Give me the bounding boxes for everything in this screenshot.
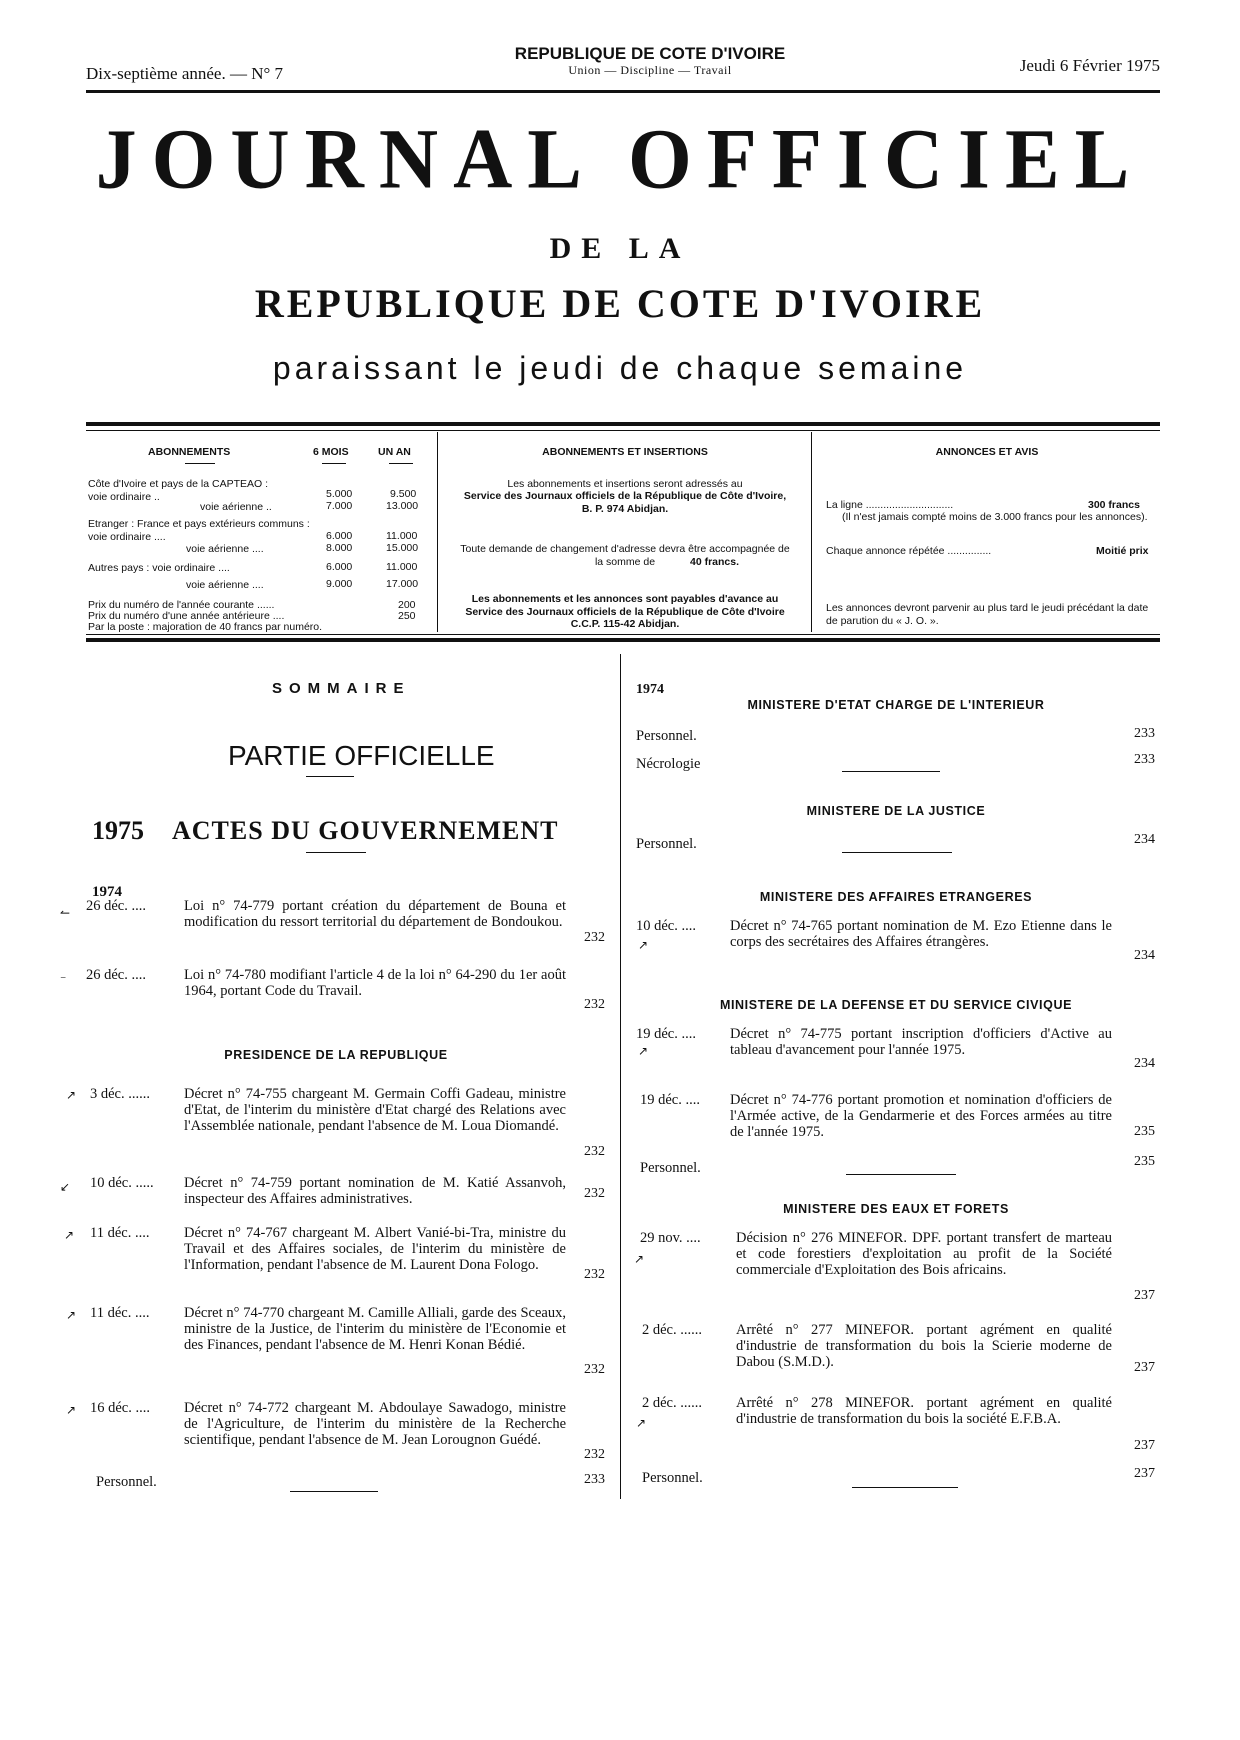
entry-text: Arrêté n° 278 MINEFOR. portant agrément en qualité d'industrie de transformation du bois la société E.F.B.A. — [736, 1395, 1112, 1427]
republic-subtitle: REPUBLIQUE DE COTE D'IVOIRE — [254, 281, 986, 326]
entry-date: 26 déc. .... — [86, 898, 146, 914]
box-divider-1 — [437, 432, 438, 632]
necrologie-label: Nécrologie — [636, 756, 701, 772]
annonces-heading: ANNONCES ET AVIS — [935, 446, 1039, 458]
entry-page: 232 — [584, 997, 605, 1012]
insertions-address: Service des Journaux officiels de la République de Côte d'Ivoire, B. P. 974 Abidjan. — [463, 490, 787, 515]
entry-text: Loi n° 74-779 portant création du département de Bouna et modification du ressort territorial du département de Bondoukou. — [184, 898, 566, 930]
box-top-rule — [86, 422, 1160, 426]
personnel-label: Personnel. — [636, 836, 697, 852]
entry-date: 2 déc. ...... — [642, 1395, 702, 1411]
insertions-heading: ABONNEMENTS ET INSERTIONS — [542, 446, 708, 458]
check-mark: ↗ — [638, 1044, 649, 1058]
subs-row-an: 15.000 — [386, 542, 419, 554]
check-mark: ↙ — [60, 1180, 71, 1194]
check-mark: ↗ — [636, 1416, 647, 1430]
min-justice-heading: MINISTERE DE LA JUSTICE — [806, 804, 986, 818]
actes-heading: ACTES DU GOUVERNEMENT — [172, 816, 559, 845]
check-mark: ↼ — [60, 906, 71, 920]
journal-title: JOURNAL OFFICIEL — [95, 110, 1145, 207]
subs-row-an: 11.000 — [386, 561, 418, 573]
entry-text: Décret n° 74-772 chargeant M. Abdoulaye Sawadogo, ministre de l'Agriculture, de l'interim du ministère de la Recherche scientifique, pendant l'absence de M. Jean Lorougnon Guédé. — [184, 1400, 566, 1448]
personnel-page: 237 — [1134, 1466, 1155, 1481]
address-change-note: Toute demande de changement d'adresse devra être accompagnée de la somme de — [460, 543, 790, 568]
entry-text: Décret n° 74-759 portant nomination de M. Katié Assanvoh, inspecteur des Affaires administratives. — [184, 1175, 566, 1207]
entry-page: 232 — [584, 1144, 605, 1159]
publication-tagline: paraissant le jeudi de chaque semaine — [272, 350, 968, 386]
personnel-label: Personnel. — [640, 1160, 701, 1176]
check-mark: ↗ — [66, 1088, 77, 1102]
entry-page: 234 — [1134, 1056, 1155, 1071]
entry-text: Décret n° 74-770 chargeant M. Camille Alliali, garde des Sceaux, ministre de la Justice, de l'interim du ministère de l'Economie et des Finances, pendant l'absence de M. Henri Konan Bédié. — [184, 1305, 566, 1353]
min-interieur-heading: MINISTERE D'ETAT CHARGE DE L'INTERIEUR — [747, 698, 1045, 712]
subs-row-label: voie aérienne .. — [200, 501, 272, 513]
republic-name: REPUBLIQUE DE COTE D'IVOIRE — [514, 44, 786, 63]
subs-row-an: 13.000 — [386, 500, 419, 512]
entry-text: Décret n° 74-776 portant promotion et nomination d'officiers de l'Armée active, de la Gendarmerie et des Forces armées au titre de l'année 1975. — [730, 1092, 1112, 1140]
box-bottom-thin-rule — [86, 634, 1160, 635]
price-previous-label: Prix du numéro d'une année antérieure .... — [88, 610, 285, 622]
subs-row-label: Autres pays : voie ordinaire .... — [88, 562, 230, 574]
personnel-label: Personnel. — [642, 1470, 703, 1486]
subs-row-label: voie aérienne .... — [186, 579, 264, 591]
contents-column-divider — [620, 654, 621, 1499]
presidence-heading: PRESIDENCE DE LA REPUBLIQUE — [224, 1048, 448, 1062]
entry-page: 232 — [584, 930, 605, 945]
national-motto: Union — Discipline — Travail — [568, 63, 732, 77]
box-bottom-rule — [86, 638, 1160, 642]
min-affaires-heading: MINISTERE DES AFFAIRES ETRANGERES — [759, 890, 1033, 904]
subs-row-6mois: 9.000 — [326, 578, 353, 590]
entry-page: 232 — [584, 1267, 605, 1282]
subs-row-an: 17.000 — [386, 578, 419, 590]
annonces-deadline: Les annonces devront parvenir au plus tard le jeudi précédant la date de parution du « J. O. ». — [826, 602, 1149, 627]
entry-date: 19 déc. .... — [636, 1026, 696, 1042]
check-mark: ↗ — [66, 1403, 77, 1417]
check-mark: ⁻ — [60, 972, 67, 986]
subs-row-6mois: 5.000 — [326, 488, 353, 500]
subs-row-an: 11.000 — [386, 530, 418, 542]
repeat-price: Moitié prix — [1096, 545, 1149, 557]
partie-officielle-heading: PARTIE OFFICIELLE — [228, 740, 495, 771]
subs-row-label: Etranger : France et pays extérieurs communs : voie ordinaire .... — [88, 518, 310, 543]
min-eaux-heading: MINISTERE DES EAUX ET FORETS — [783, 1202, 1009, 1216]
ligne-minimum-note: (Il n'est jamais compté moins de 3.000 francs pour les annonces). — [842, 511, 1148, 523]
entry-page: 237 — [1134, 1288, 1155, 1303]
sommaire-heading: SOMMAIRE — [272, 680, 411, 697]
entry-date: 19 déc. .... — [640, 1092, 700, 1108]
check-mark: ↗ — [638, 938, 649, 952]
subs-row-an: 9.500 — [390, 488, 417, 500]
entry-date: 29 nov. .... — [640, 1230, 701, 1246]
personnel-page: 233 — [1134, 726, 1155, 741]
actes-year: 1975 — [92, 816, 144, 845]
entry-page: 237 — [1134, 1438, 1155, 1453]
payment-note: Les abonnements et les annonces sont payables d'avance au Service des Journaux officiels de la République de Côte d'Ivoire C.C.P. 115-42 Abidjan. — [465, 593, 785, 630]
box-top-thin-rule — [86, 430, 1160, 431]
box-divider-2 — [811, 432, 812, 632]
entry-text: Décret n° 74-767 chargeant M. Albert Vanié-bi-Tra, ministre du Travail et des Affaires sociales, de l'interim du ministère de l'Information, pendant l'absence de M. Laurent Dona Fologo. — [184, 1225, 566, 1273]
issue-date: Jeudi 6 Février 1975 — [1019, 56, 1160, 75]
repeat-label: Chaque annonce répétée ............... — [826, 545, 992, 557]
entry-text: Décret n° 74-755 chargeant M. Germain Coffi Gadeau, ministre d'Etat, de l'interim du ministère d'Etat chargé des Relations avec l'Assemblée nationale, pendant l'absence de M. Loua Diomandé. — [184, 1086, 566, 1134]
de-la-line: DE LA — [549, 232, 691, 265]
subs-heading-an: UN AN — [378, 446, 411, 458]
subs-row-label: Côte d'Ivoire et pays de la CAPTEAO : voie ordinaire .. — [88, 478, 269, 503]
postal-surcharge: Par la poste : majoration de 40 francs par numéro. — [88, 621, 323, 633]
entry-text: Décret n° 74-765 portant nomination de M. Ezo Etienne dans le corps des secrétaires des Affaires étrangères. — [730, 918, 1112, 950]
price-previous-value: 250 — [398, 610, 416, 622]
personnel-label: Personnel. — [96, 1474, 157, 1490]
min-defense-heading: MINISTERE DE LA DEFENSE ET DU SERVICE CIVIQUE — [719, 998, 1073, 1012]
entry-date: 2 déc. ...... — [642, 1322, 702, 1338]
ligne-label: La ligne .............................. — [826, 499, 954, 511]
check-mark: ↗ — [66, 1308, 77, 1322]
subs-row-6mois: 6.000 — [326, 530, 353, 542]
entry-date: 3 déc. ...... — [90, 1086, 150, 1102]
entry-page: 235 — [1134, 1124, 1155, 1139]
entry-date: 10 déc. .... — [636, 918, 696, 934]
address-change-fee: 40 francs. — [690, 556, 740, 568]
issue-number: Dix-septième année. — N° 7 — [86, 64, 284, 83]
subs-row-6mois: 6.000 — [326, 561, 353, 573]
entry-page: 234 — [1134, 948, 1155, 963]
personnel-page: 234 — [1134, 832, 1155, 847]
year-1974: 1974 — [92, 884, 122, 900]
entry-text: Loi n° 74-780 modifiant l'article 4 de la loi n° 64-290 du 1er août 1964, portant Code du Travail. — [184, 967, 566, 999]
year-1974: 1974 — [636, 682, 664, 697]
personnel-page: 233 — [584, 1472, 605, 1487]
subs-heading: ABONNEMENTS — [148, 446, 231, 458]
ligne-price: 300 francs — [1088, 499, 1140, 511]
necrologie-page: 233 — [1134, 752, 1155, 767]
entry-text: Arrêté n° 277 MINEFOR. portant agrément en qualité d'industrie de transformation du bois la Scierie moderne de Dabou (S.M.D.). — [736, 1322, 1112, 1370]
price-current-label: Prix du numéro de l'année courante ...... — [88, 599, 275, 611]
personnel-page: 235 — [1134, 1154, 1155, 1169]
subs-row-6mois: 8.000 — [326, 542, 353, 554]
entry-date: 16 déc. .... — [90, 1400, 150, 1416]
insertions-address-intro: Les abonnements et insertions seront adressés au — [507, 478, 743, 490]
masthead-rule — [86, 90, 1160, 93]
subs-row-6mois: 7.000 — [326, 500, 353, 512]
entry-page: 232 — [584, 1447, 605, 1462]
entry-date: 10 déc. ..... — [90, 1175, 154, 1191]
personnel-label: Personnel. — [636, 728, 697, 744]
entry-date: 11 déc. .... — [90, 1225, 150, 1241]
entry-page: 232 — [584, 1186, 605, 1201]
entry-text: Décret n° 74-775 portant inscription d'officiers d'Active au tableau d'avancement pour l'année 1975. — [730, 1026, 1112, 1058]
entry-date: 26 déc. .... — [86, 967, 146, 983]
subs-row-label: voie aérienne .... — [186, 543, 264, 555]
entry-date: 11 déc. .... — [90, 1305, 150, 1321]
check-mark: ↗ — [64, 1228, 75, 1242]
subs-heading-6mois: 6 MOIS — [313, 446, 349, 458]
entry-page: 232 — [584, 1362, 605, 1377]
check-mark: ↗ — [634, 1252, 645, 1266]
entry-page: 237 — [1134, 1360, 1155, 1375]
price-current-value: 200 — [398, 599, 416, 611]
entry-text: Décision n° 276 MINEFOR. DPF. portant transfert de marteau et code forestiers d'exploitation au profit de la Société commerciale d'Exploitation des Bois africains. — [736, 1230, 1112, 1278]
